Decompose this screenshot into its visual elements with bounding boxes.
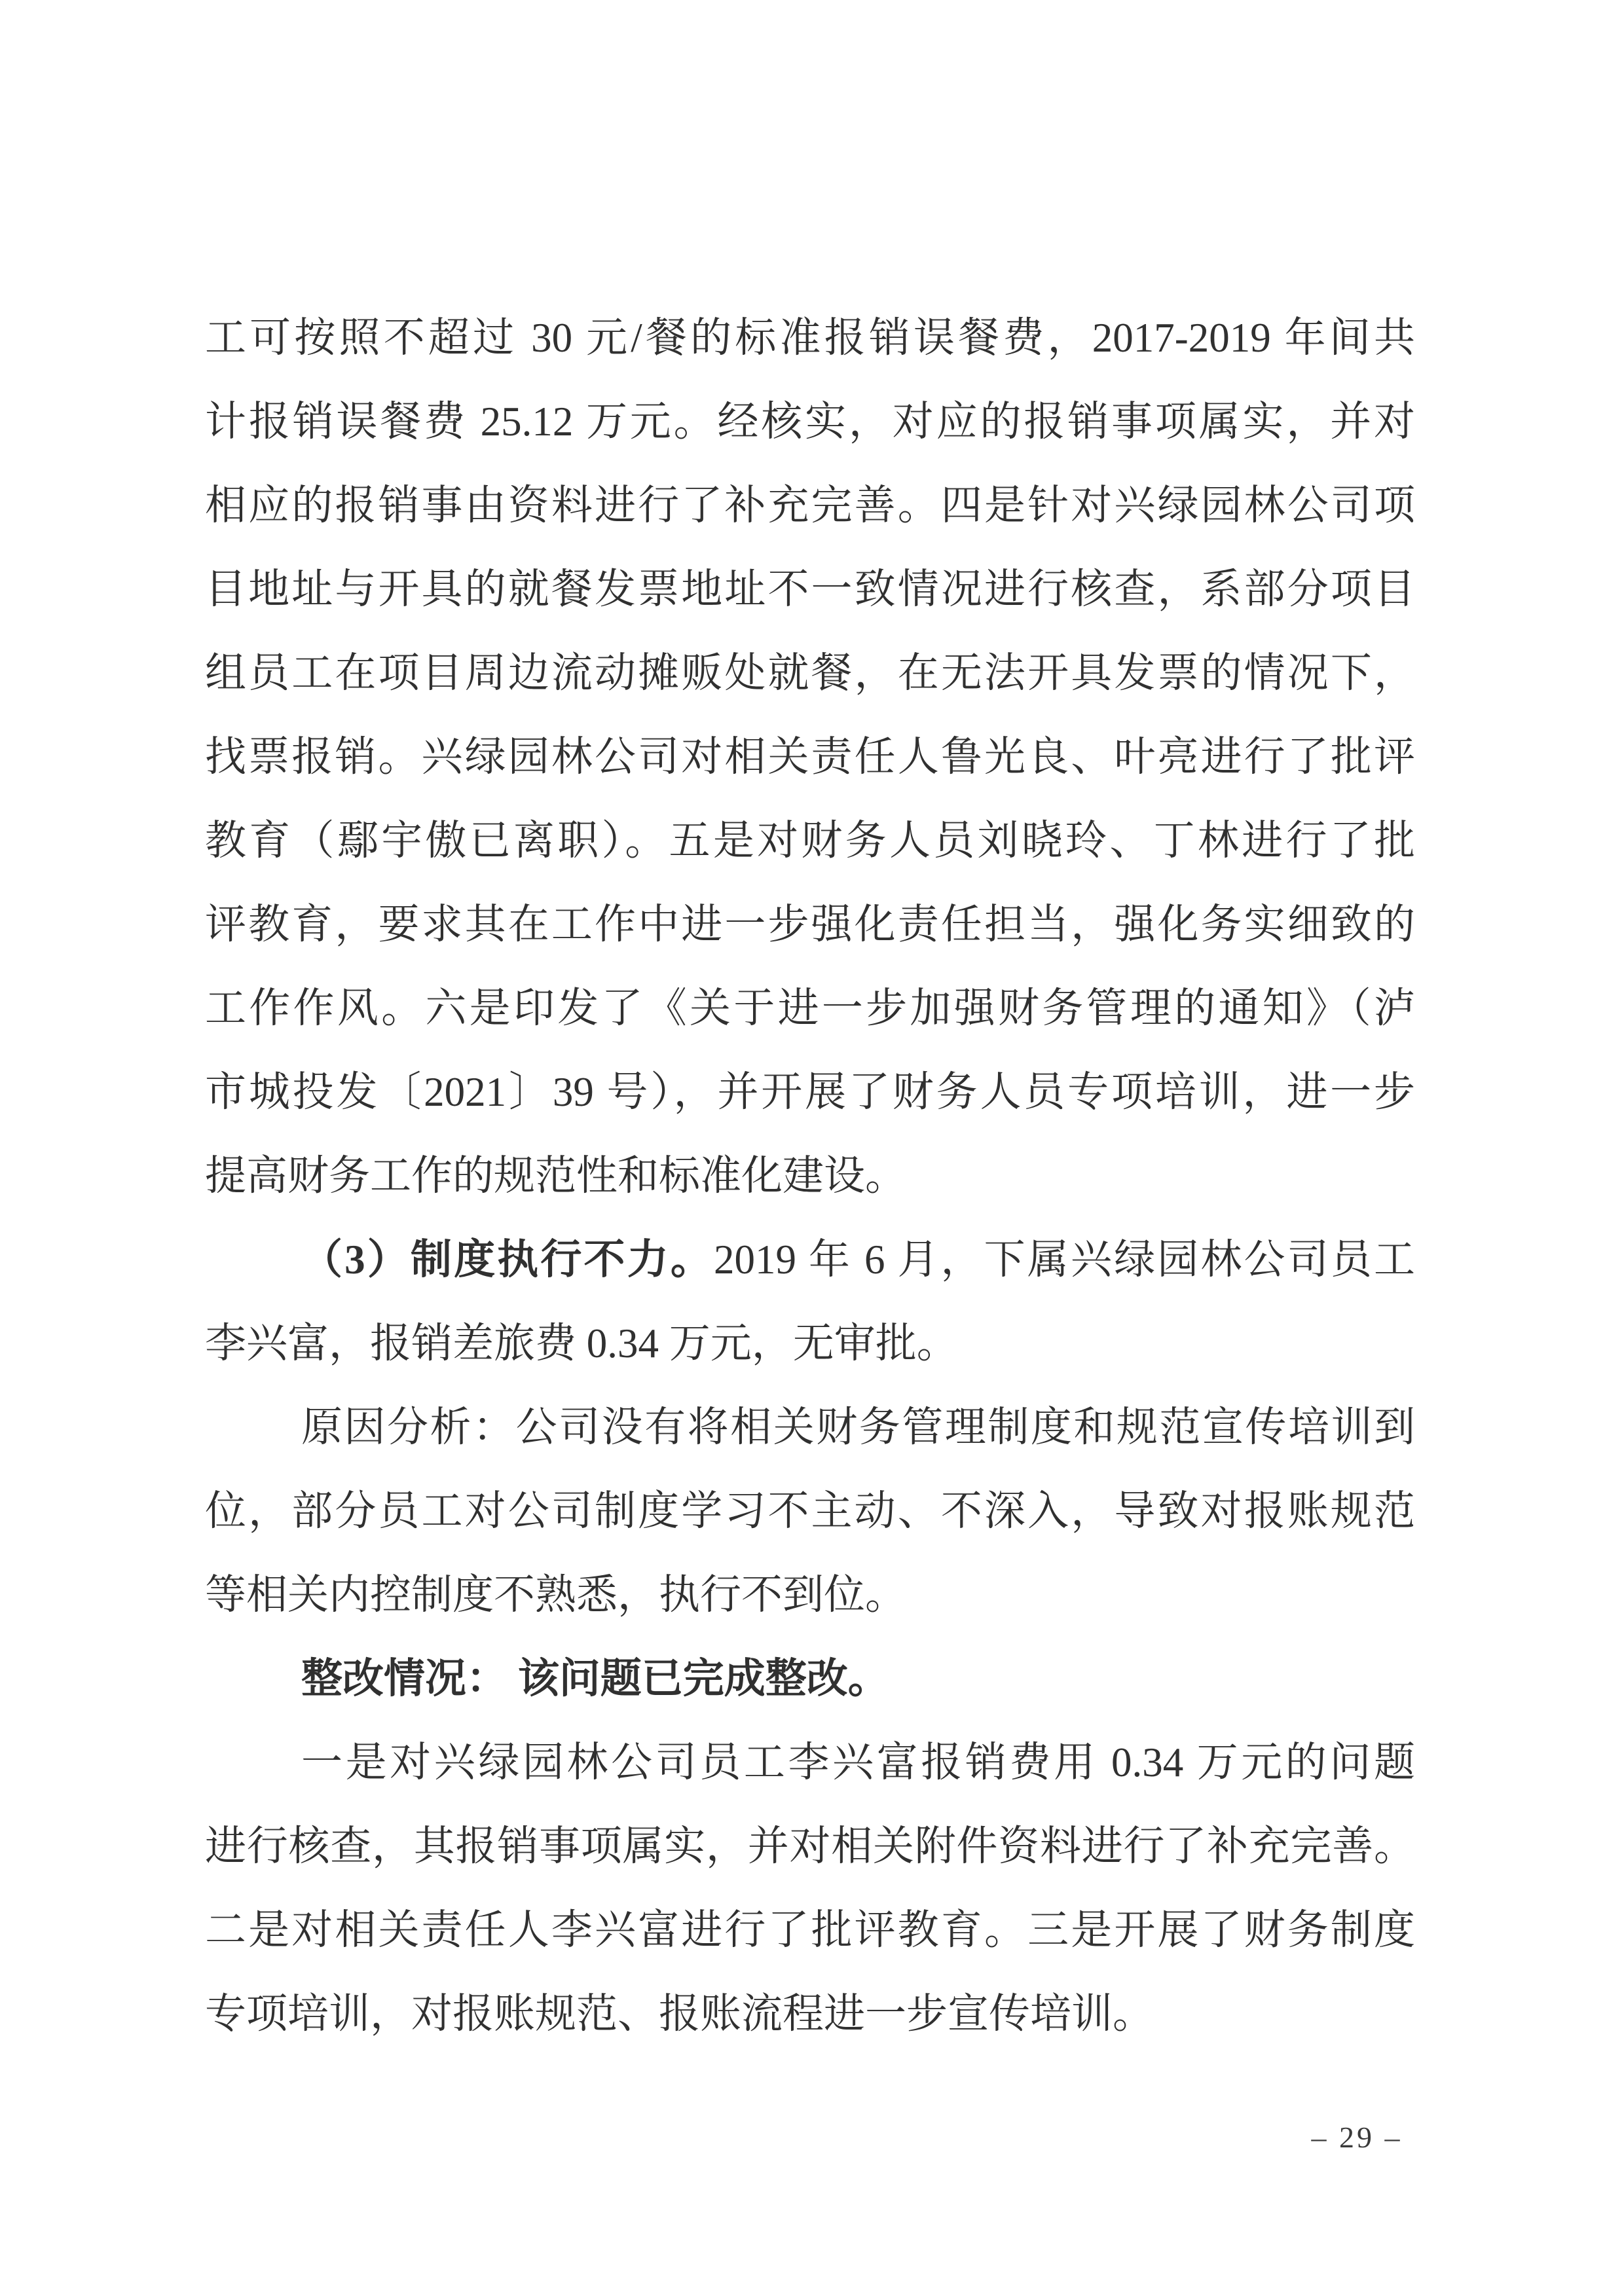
text-line: 工可按照不超过 30 元/餐的标准报销误餐费，2017-2019 年间共 xyxy=(205,315,1415,361)
text-line: 市城投发〔2021〕39 号），并开展了财务人员专项培训，进一步 xyxy=(205,1069,1415,1115)
rectification-heading: 整改情况： 该问题已完成整改。 xyxy=(301,1656,889,1702)
body-text xyxy=(205,296,1415,2056)
text-line: 一是对兴绿园林公司员工李兴富报销费用 0.34 万元的问题 xyxy=(301,1740,1415,1785)
text-line: 计报销误餐费 25.12 万元。经核实，对应的报销事项属实，并对 xyxy=(205,399,1415,445)
text-line: 组员工在项目周边流动摊贩处就餐，在无法开具发票的情况下， xyxy=(205,650,1415,696)
text-line xyxy=(205,1218,1415,1302)
text-line: 相应的报销事由资料进行了补充完善。四是针对兴绿园林公司项 xyxy=(205,483,1415,528)
text-line: 二是对相关责任人李兴富进行了批评教育。三是开展了财务制度 xyxy=(205,1907,1415,1953)
text-line: 教育（鄢宇傲已离职）。五是对财务人员刘晓玲、丁林进行了批 xyxy=(205,818,1415,864)
text-line: 工作作风。六是印发了《关于进一步加强财务管理的通知》（泸 xyxy=(205,985,1415,1031)
page-number: – 29 – xyxy=(1311,2121,1403,2154)
text-line: 位，部分员工对公司制度学习不主动、不深入，导致对报账规范 xyxy=(205,1488,1415,1534)
text-line: 提高财务工作的规范性和标准化建设。 xyxy=(205,1153,906,1199)
text-line: 李兴富，报销差旅费 0.34 万元，无审批。 xyxy=(205,1321,958,1366)
text-line: 目地址与开具的就餐发票地址不一致情况进行核查，系部分项目 xyxy=(205,566,1415,612)
text-line: 进行核查，其报销事项属实，并对相关附件资料进行了补充完善。 xyxy=(205,1823,1415,1869)
section-heading: （3）制度执行不力。 xyxy=(301,1237,714,1283)
text-line: 评教育，要求其在工作中进一步强化责任担当，强化务实细致的 xyxy=(205,902,1415,947)
text-line: 原因分析：公司没有将相关财务管理制度和规范宣传培训到 xyxy=(301,1404,1415,1450)
text-segment: 2019 年 6 月，下属兴绿园林公司员工 xyxy=(714,1237,1415,1283)
text-line: 找票报销。兴绿园林公司对相关责任人鲁光良、叶亮进行了批评 xyxy=(205,734,1415,780)
text-line: 专项培训，对报账规范、报账流程进一步宣传培训。 xyxy=(205,1991,1154,2037)
text-line: 等相关内控制度不熟悉，执行不到位。 xyxy=(205,1572,906,1618)
